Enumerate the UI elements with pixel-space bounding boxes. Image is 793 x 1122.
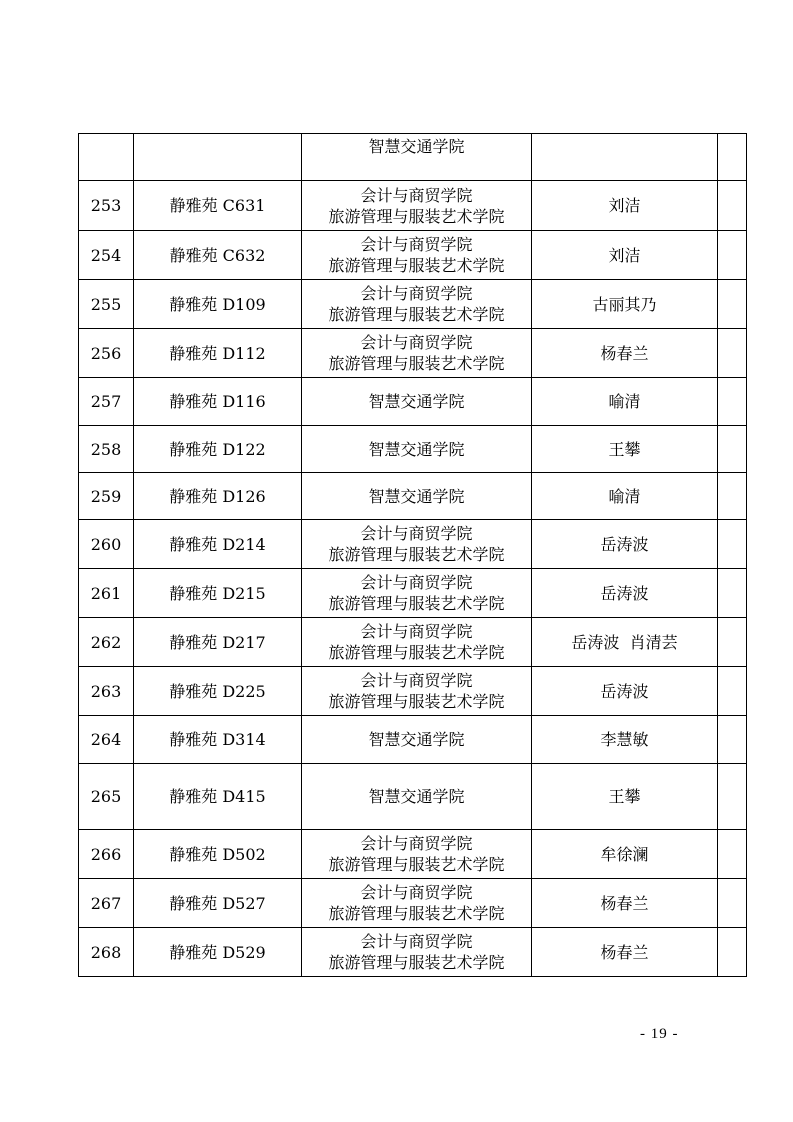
college-line: 智慧交通学院 <box>368 439 465 459</box>
cell-number: 255 <box>79 280 134 329</box>
table-row <box>79 667 747 716</box>
cell-tutor: 古丽其乃 <box>532 280 718 329</box>
cell-college <box>302 426 532 473</box>
cell-college <box>302 378 532 426</box>
college-line: 会计与商贸学院 <box>360 235 473 254</box>
college-line: 会计与商贸学院 <box>360 834 473 853</box>
college-line: 智慧交通学院 <box>368 787 465 806</box>
cell-number: 259 <box>79 473 134 520</box>
cell-college <box>302 618 532 667</box>
table-row <box>79 569 747 618</box>
cell-number: 267 <box>79 879 134 928</box>
college-line: 会计与商贸学院 <box>360 284 473 303</box>
cell-extra <box>718 928 747 977</box>
cell-room: 静雅苑 D415 <box>134 764 302 830</box>
cell-room: 静雅苑 C631 <box>134 181 302 231</box>
college-line: 旅游管理与服装艺术学院 <box>328 354 505 373</box>
table-row <box>79 329 747 378</box>
cell-tutor: 刘洁 <box>532 231 718 280</box>
cell-room: 静雅苑 D225 <box>134 667 302 716</box>
college-line: 旅游管理与服装艺术学院 <box>328 256 505 275</box>
table-body <box>79 134 747 977</box>
cell-extra <box>718 181 747 231</box>
cell-college <box>302 329 532 378</box>
cell-extra <box>718 764 747 830</box>
cell-number: 266 <box>79 830 134 879</box>
cell-college <box>302 569 532 618</box>
cell-extra <box>718 329 747 378</box>
cell-tutor: 岳涛波 <box>532 667 718 716</box>
cell-number: 268 <box>79 928 134 977</box>
cell-room: 静雅苑 D529 <box>134 928 302 977</box>
college-line: 会计与商贸学院 <box>360 883 473 902</box>
cell-extra <box>718 378 747 426</box>
table-row <box>79 520 747 569</box>
college-line: 智慧交通学院 <box>368 392 465 411</box>
college-line: 会计与商贸学院 <box>360 573 473 592</box>
cell-extra <box>718 280 747 329</box>
dormitory-assignment-table <box>78 133 747 977</box>
cell-college <box>302 134 532 181</box>
cell-tutor: 喻清 <box>532 378 718 426</box>
cell-tutor: 杨春兰 <box>532 329 718 378</box>
college-line: 旅游管理与服装艺术学院 <box>328 545 505 564</box>
college-line: 智慧交通学院 <box>368 137 465 156</box>
cell-room: 静雅苑 D215 <box>134 569 302 618</box>
table-row <box>79 378 747 426</box>
cell-room: 静雅苑 D502 <box>134 830 302 879</box>
cell-tutor: 王攀 <box>532 764 718 830</box>
cell-college <box>302 928 532 977</box>
cell-room: 静雅苑 D214 <box>134 520 302 569</box>
cell-extra <box>718 830 747 879</box>
college-line: 会计与商贸学院 <box>360 185 473 205</box>
cell-college <box>302 716 532 764</box>
college-line: 旅游管理与服装艺术学院 <box>328 594 505 613</box>
cell-tutor: 刘洁 <box>532 181 718 231</box>
table-row-continuation <box>79 134 747 181</box>
cell-tutor: 岳涛波 <box>532 520 718 569</box>
college-line: 旅游管理与服装艺术学院 <box>328 206 505 226</box>
table-row <box>79 618 747 667</box>
college-line: 旅游管理与服装艺术学院 <box>328 643 505 662</box>
cell-room: 静雅苑 C632 <box>134 231 302 280</box>
cell-number: 263 <box>79 667 134 716</box>
cell-college <box>302 231 532 280</box>
cell-room: 静雅苑 D314 <box>134 716 302 764</box>
cell-number: 262 <box>79 618 134 667</box>
cell-college <box>302 181 532 231</box>
table-row <box>79 426 747 473</box>
cell-room: 静雅苑 D109 <box>134 280 302 329</box>
cell-number: 260 <box>79 520 134 569</box>
cell-room: 静雅苑 D126 <box>134 473 302 520</box>
college-line: 旅游管理与服装艺术学院 <box>328 305 505 324</box>
cell-extra <box>718 879 747 928</box>
table-row <box>79 764 747 830</box>
college-line: 旅游管理与服装艺术学院 <box>328 953 505 972</box>
college-line: 旅游管理与服装艺术学院 <box>328 904 505 923</box>
cell-extra <box>718 231 747 280</box>
college-line: 会计与商贸学院 <box>360 333 473 352</box>
cell-tutor: 喻清 <box>532 473 718 520</box>
cell-tutor: 岳涛波 <box>532 569 718 618</box>
cell-tutor: 岳涛波 肖清芸 <box>532 618 718 667</box>
table-row <box>79 280 747 329</box>
cell-number: 264 <box>79 716 134 764</box>
cell-number: 258 <box>79 426 134 473</box>
college-line: 会计与商贸学院 <box>360 671 473 690</box>
cell-number: 265 <box>79 764 134 830</box>
table-row <box>79 181 747 231</box>
cell-number: 257 <box>79 378 134 426</box>
cell-number: 256 <box>79 329 134 378</box>
cell-college <box>302 280 532 329</box>
table-row <box>79 928 747 977</box>
cell-extra <box>718 667 747 716</box>
cell-tutor: 杨春兰 <box>532 879 718 928</box>
cell-number: 253 <box>79 181 134 231</box>
cell-college <box>302 520 532 569</box>
table-row <box>79 830 747 879</box>
college-line: 智慧交通学院 <box>368 730 465 749</box>
cell-room: 静雅苑 D116 <box>134 378 302 426</box>
cell-tutor: 杨春兰 <box>532 928 718 977</box>
cell-college <box>302 830 532 879</box>
cell-number: 254 <box>79 231 134 280</box>
cell-room: 静雅苑 D112 <box>134 329 302 378</box>
cell-college <box>302 764 532 830</box>
cell-room: 静雅苑 D122 <box>134 426 302 473</box>
table-row <box>79 716 747 764</box>
table-row <box>79 879 747 928</box>
college-line: 旅游管理与服装艺术学院 <box>328 855 505 874</box>
cell-number: 261 <box>79 569 134 618</box>
cell-extra <box>718 134 747 181</box>
cell-tutor <box>532 134 718 181</box>
cell-extra <box>718 426 747 473</box>
cell-tutor: 李慧敏 <box>532 716 718 764</box>
cell-room: 静雅苑 D217 <box>134 618 302 667</box>
cell-extra <box>718 716 747 764</box>
table-row <box>79 473 747 520</box>
college-line: 智慧交通学院 <box>368 486 465 506</box>
cell-number <box>79 134 134 181</box>
cell-college <box>302 879 532 928</box>
college-line: 会计与商贸学院 <box>360 524 473 543</box>
table-row <box>79 231 747 280</box>
college-line: 会计与商贸学院 <box>360 622 473 641</box>
cell-college <box>302 667 532 716</box>
college-line: 会计与商贸学院 <box>360 932 473 951</box>
cell-tutor: 王攀 <box>532 426 718 473</box>
cell-college <box>302 473 532 520</box>
page-number: - 19 - <box>640 1026 679 1042</box>
cell-room: 静雅苑 D527 <box>134 879 302 928</box>
cell-tutor: 牟徐澜 <box>532 830 718 879</box>
cell-extra <box>718 473 747 520</box>
cell-extra <box>718 618 747 667</box>
cell-room <box>134 134 302 181</box>
college-line: 旅游管理与服装艺术学院 <box>328 692 505 711</box>
cell-extra <box>718 520 747 569</box>
cell-extra <box>718 569 747 618</box>
